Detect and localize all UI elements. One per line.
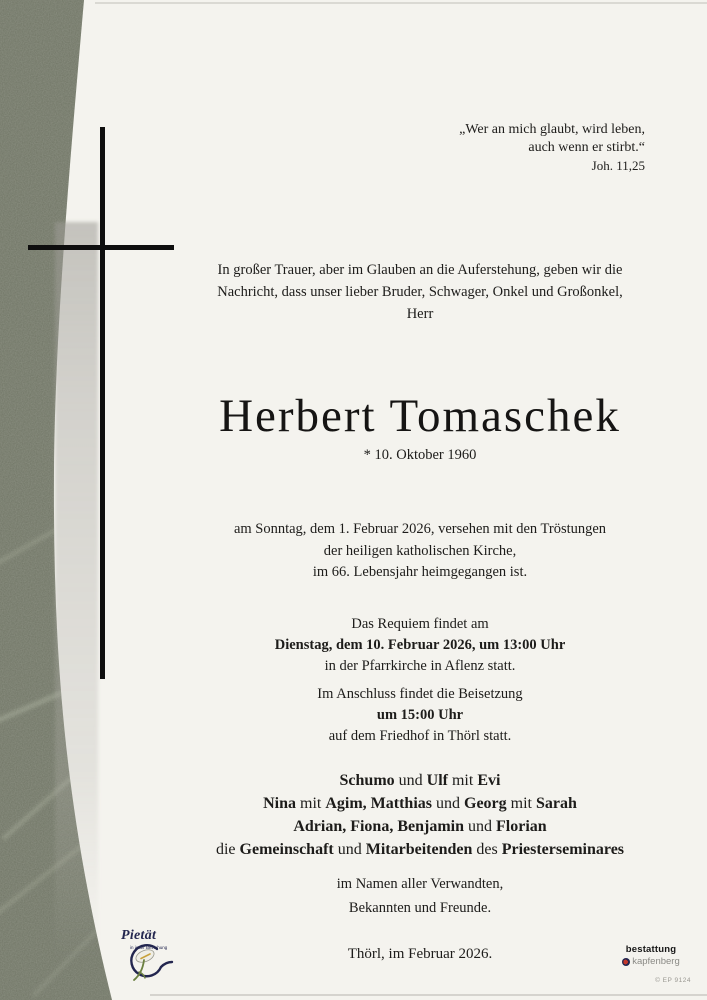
- requiem-datetime: Dienstag, dem 10. Februar 2026, um 13:00 Uhr: [274, 637, 566, 653]
- print-copyright: © EP 9124: [655, 977, 691, 984]
- burial-paragraph: [150, 684, 690, 747]
- requiem-paragraph: [150, 614, 690, 677]
- intro-line: Herr: [406, 306, 434, 322]
- bestatter-logo: [610, 944, 692, 967]
- death-line: im 66. Lebensjahr heimgegangen ist.: [312, 564, 528, 580]
- intro-line: In großer Trauer, aber im Glauben an die Auferstehung, geben wir die: [217, 262, 623, 278]
- death-line: am Sonntag, dem 1. Februar 2026, versehen mit den Tröstungen: [233, 521, 607, 537]
- deceased-name: Herbert Tomaschek: [219, 390, 621, 442]
- scripture-quote: [225, 121, 645, 175]
- pietaet-wordmark: Pietät: [121, 928, 157, 943]
- intro-paragraph: [150, 259, 690, 325]
- mourners-list: [150, 769, 690, 861]
- closing-line: im Namen aller Verwandten,: [336, 876, 504, 892]
- quote-line: „Wer an mich glaubt, wird leben,: [459, 122, 645, 137]
- burial-time: um 15:00 Uhr: [376, 707, 464, 723]
- pietaet-tagline: in jeder Beziehung: [130, 945, 168, 950]
- card-bottom-edge: [150, 994, 707, 996]
- burial-location: auf dem Friedhof in Thörl statt.: [328, 728, 512, 744]
- mourners-line: Schumo und Ulf mit Evi: [339, 772, 501, 789]
- bestatter-city: kapfenberg: [632, 956, 680, 967]
- death-line: der heiligen katholischen Kirche,: [323, 542, 517, 559]
- place-dateline: Thörl, im Februar 2026.: [347, 946, 493, 962]
- cross-icon: [100, 127, 105, 679]
- intro-line: Nachricht, dass unser lieber Bruder, Schwager, Onkel und Großonkel,: [217, 284, 623, 300]
- burial-line: Im Anschluss findet die Beisetzung: [317, 686, 523, 702]
- pietaet-logo: [114, 928, 180, 990]
- closing-line: Bekannten und Freunde.: [348, 900, 492, 916]
- cross-icon-horizontal-bar: [28, 245, 174, 250]
- birth-date: * 10. Oktober 1960: [363, 447, 477, 463]
- quote-line: auch wenn er stirbt.“: [528, 140, 645, 155]
- requiem-line: Das Requiem findet am: [351, 616, 489, 632]
- card-top-edge: [95, 2, 707, 4]
- death-paragraph: [150, 519, 690, 584]
- mourners-line: Adrian, Fiona, Benjamin und Florian: [293, 818, 547, 835]
- bestatter-mark-icon: [622, 958, 630, 966]
- quote-source: Joh. 11,25: [591, 158, 645, 173]
- requiem-location: in der Pfarrkirche in Aflenz statt.: [324, 658, 516, 674]
- bestatter-name-line1: bestattung: [625, 944, 677, 955]
- mourners-line: Nina mit Agim, Matthias und Georg mit Sarah: [263, 795, 577, 812]
- bestatter-name-line2: [610, 956, 692, 967]
- closing-paragraph: [150, 872, 690, 920]
- mourners-line: die Gemeinschaft und Mitarbeitenden des Priesterseminares: [215, 841, 625, 858]
